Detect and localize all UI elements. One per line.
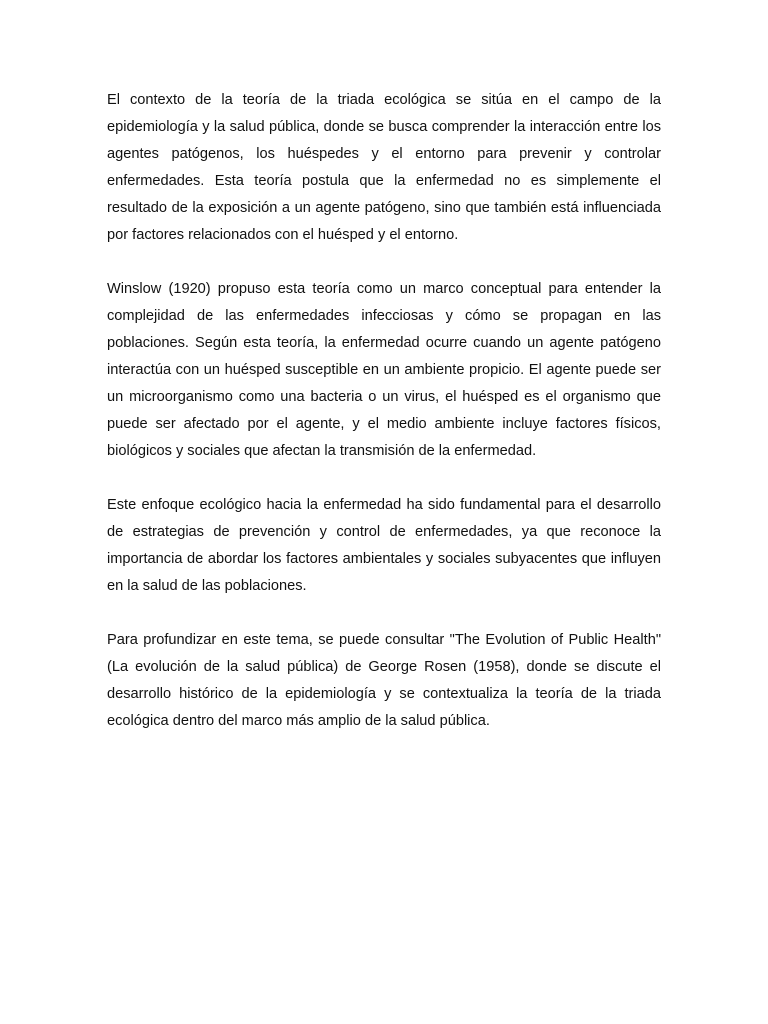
paragraph-winslow: Winslow (1920) propuso esta teoría como un marco conceptual para entender la complejidad de las enfermedades infecciosas y cómo se propagan en las poblaciones. Según esta teoría, la enfermedad ocurre cuando un agente patógeno interactúa con un huésped susceptible en un ambiente propicio. El agente puede ser un microorganismo como una bacteria o un virus, el huésped es el organismo que puede ser afectado por el agente, y el medio ambiente incluye factores físicos, biológicos y sociales que afectan la transmisión de la enfermedad. bbox=[107, 281, 661, 459]
document-body bbox=[107, 87, 661, 735]
paragraph-context: El contexto de la teoría de la triada ecológica se sitúa en el campo de la epidemiología y la salud pública, donde se busca comprender la interacción entre los agentes patógenos, los huéspedes y el entorno para prevenir y controlar enfermedades. Esta teoría postula que la enfermedad no es simplemente el resultado de la exposición a un agente patógeno, sino que también está influenciada por factores relacionados con el huésped y el entorno. bbox=[107, 92, 661, 243]
paragraph-further-reading: Para profundizar en este tema, se puede consultar "The Evolution of Public Health" (La evolución de la salud pública) de George Rosen (1958), donde se discute el desarrollo histórico de la epidemiología y se contextualiza la teoría de la triada ecológica dentro del marco más amplio de la salud pública. bbox=[107, 632, 661, 729]
paragraph-ecological-approach: Este enfoque ecológico hacia la enfermedad ha sido fundamental para el desarrollo de estrategias de prevención y control de enfermedades, ya que reconoce la importancia de abordar los factores ambientales y sociales subyacentes que influyen en la salud de las poblaciones. bbox=[107, 497, 661, 594]
